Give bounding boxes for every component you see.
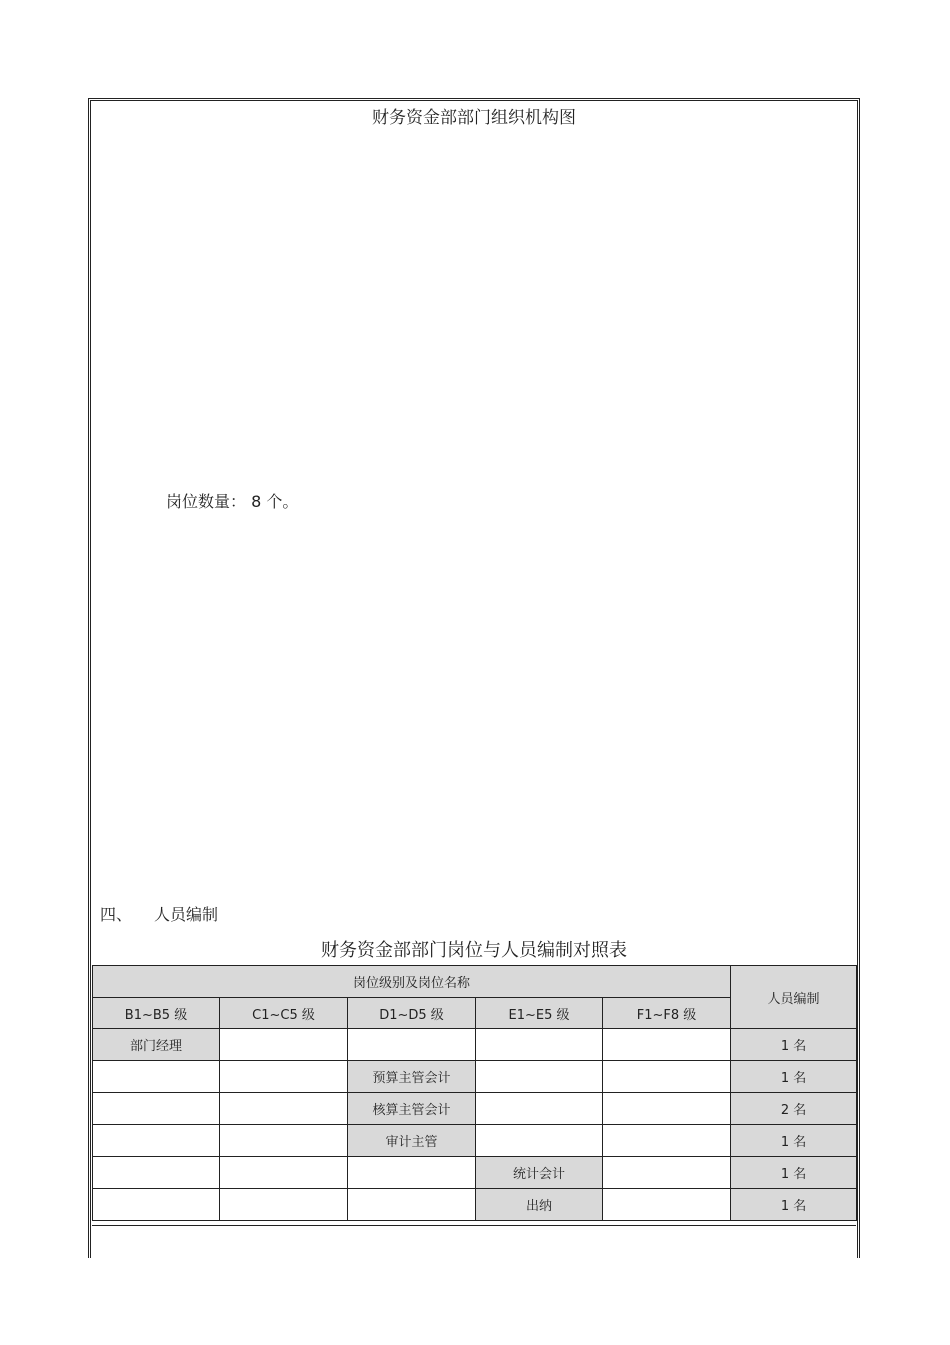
staff-count-cell: 1 名 — [731, 1189, 857, 1221]
header-level: D1~D5 级 — [348, 998, 476, 1029]
position-cell — [476, 1029, 603, 1061]
position-cell — [93, 1125, 220, 1157]
position-cell — [603, 1157, 731, 1189]
table-row — [93, 1029, 857, 1061]
staff-count-cell: 2 名 — [731, 1093, 857, 1125]
position-cell — [603, 1029, 731, 1061]
table-bottom-divider — [92, 1225, 856, 1226]
org-chart-title: 财务资金部部门组织机构图 — [372, 108, 576, 128]
header-level: F1~F8 级 — [603, 998, 731, 1029]
position-cell — [603, 1061, 731, 1093]
position-cell: 审计主管 — [348, 1125, 476, 1157]
header-position-group: 岗位级别及岗位名称 — [93, 966, 731, 998]
position-cell — [93, 1189, 220, 1221]
position-cell — [603, 1093, 731, 1125]
position-cell — [220, 1125, 348, 1157]
position-cell — [220, 1189, 348, 1221]
position-cell — [93, 1157, 220, 1189]
position-cell: 部门经理 — [93, 1029, 220, 1061]
header-staffing: 人员编制 — [731, 966, 857, 1029]
post-count-text: 岗位数量： 8 个。 — [166, 492, 299, 511]
section-title: 人员编制 — [154, 905, 219, 924]
position-cell: 预算主管会计 — [348, 1061, 476, 1093]
header-level: C1~C5 级 — [220, 998, 348, 1029]
section-number: 四、 — [100, 905, 133, 924]
position-cell — [93, 1061, 220, 1093]
staffing-table-title: 财务资金部部门岗位与人员编制对照表 — [321, 940, 627, 961]
position-cell — [476, 1061, 603, 1093]
section-heading — [100, 902, 218, 925]
table-row — [93, 1189, 857, 1221]
position-cell: 统计会计 — [476, 1157, 603, 1189]
staff-count-cell: 1 名 — [731, 1061, 857, 1093]
position-cell: 核算主管会计 — [348, 1093, 476, 1125]
position-cell — [348, 1157, 476, 1189]
staff-count-cell: 1 名 — [731, 1125, 857, 1157]
position-cell — [476, 1125, 603, 1157]
position-cell — [348, 1189, 476, 1221]
position-cell — [348, 1029, 476, 1061]
table-row — [93, 1093, 857, 1125]
table-row — [93, 1157, 857, 1189]
position-cell: 出纳 — [476, 1189, 603, 1221]
position-cell — [220, 1157, 348, 1189]
staffing-table — [92, 965, 857, 1221]
position-cell — [220, 1029, 348, 1061]
staff-count-cell: 1 名 — [731, 1029, 857, 1061]
header-level: B1~B5 级 — [93, 998, 220, 1029]
table-row — [93, 1061, 857, 1093]
position-cell — [93, 1093, 220, 1125]
position-cell — [220, 1093, 348, 1125]
position-cell — [220, 1061, 348, 1093]
header-level: E1~E5 级 — [476, 998, 603, 1029]
table-row — [93, 1125, 857, 1157]
staff-count-cell: 1 名 — [731, 1157, 857, 1189]
position-cell — [603, 1189, 731, 1221]
position-cell — [603, 1125, 731, 1157]
position-cell — [476, 1093, 603, 1125]
